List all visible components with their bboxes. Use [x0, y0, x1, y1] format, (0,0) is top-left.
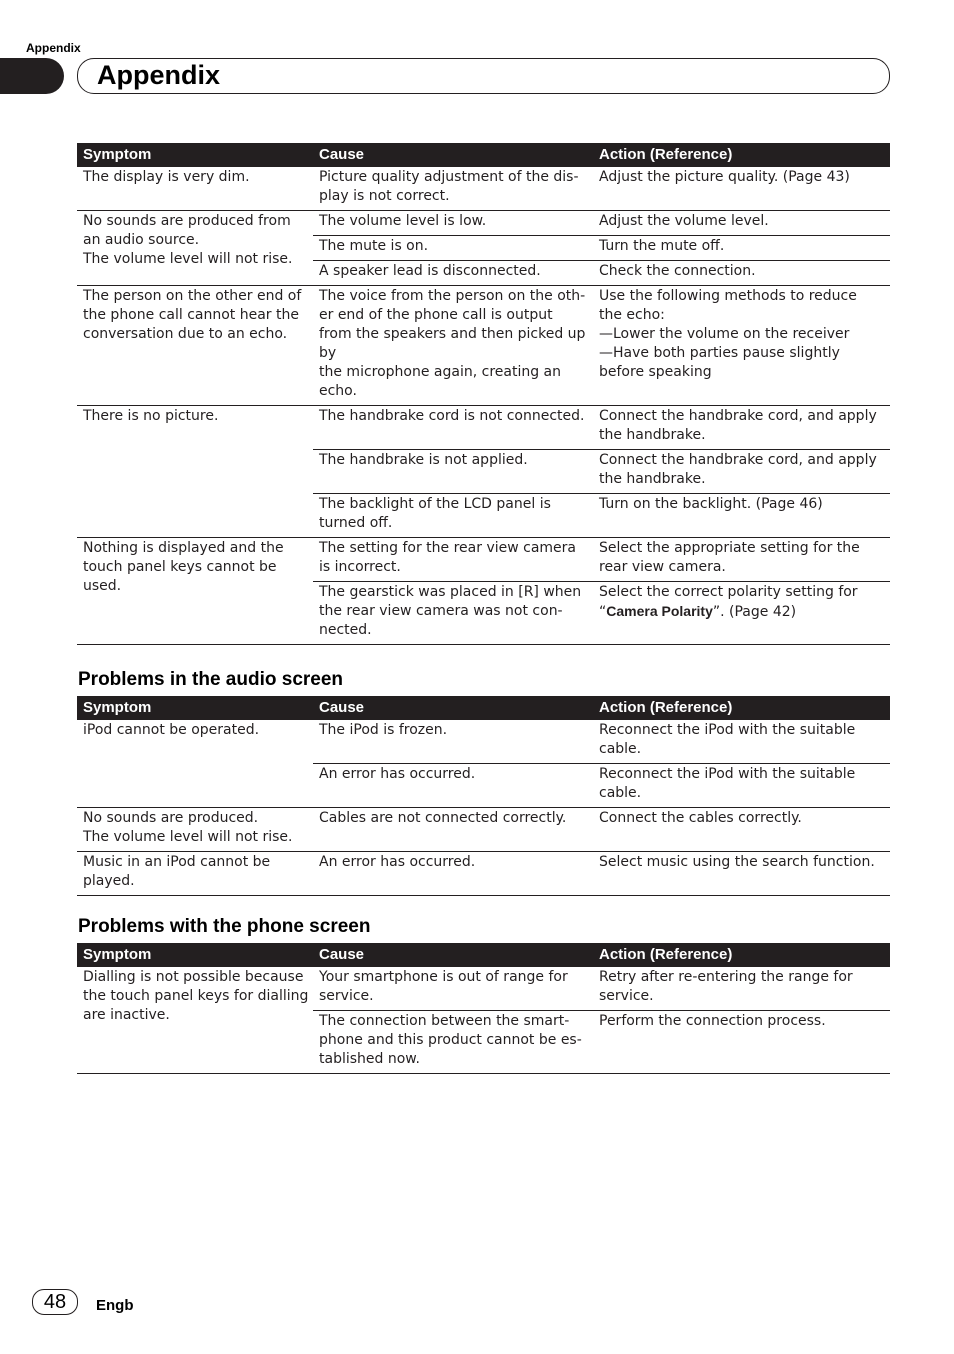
- column-header-action: Action (Reference): [593, 696, 890, 720]
- cause-cell: An error has occurred.: [313, 764, 593, 808]
- cause-cell: The setting for the rear view camera is incorrect.: [313, 538, 593, 582]
- table-row: [77, 720, 890, 764]
- camera-polarity-setting-name: Camera Polarity: [606, 603, 713, 619]
- cause-cell: Cables are not connected correctly.: [313, 808, 593, 852]
- cause-cell: An error has occurred.: [313, 852, 593, 896]
- cause-cell: Picture quality adjustment of the dis- play is not correct.: [313, 167, 593, 211]
- symptom-cell: No sounds are produced from an audio source. The volume level will not rise.: [77, 211, 313, 286]
- action-cell: [593, 582, 890, 645]
- page-number: 48: [32, 1289, 78, 1315]
- section-heading-audio: Problems in the audio screen: [78, 669, 344, 690]
- table-header-row: [77, 943, 890, 967]
- action-cell: Reconnect the iPod with the suitable cable.: [593, 720, 890, 764]
- action-cell: Adjust the volume level.: [593, 211, 890, 236]
- table-row: [77, 538, 890, 582]
- cause-cell: The iPod is frozen.: [313, 720, 593, 764]
- symptom-cell: Dialling is not possible because the touch panel keys for dialling are inactive.: [77, 967, 313, 1074]
- column-header-cause: Cause: [313, 943, 593, 967]
- column-header-cause: Cause: [313, 696, 593, 720]
- symptom-cell: No sounds are produced. The volume level will not rise.: [77, 808, 313, 852]
- cause-cell: The voice from the person on the oth- er end of the phone call is output from the speakers and then picked up by the microphone again, creating an echo.: [313, 286, 593, 406]
- language-code: Engb: [96, 1297, 134, 1314]
- cause-cell: The connection between the smart- phone and this product cannot be es- tablished now.: [313, 1011, 593, 1074]
- column-header-cause: Cause: [313, 143, 593, 167]
- table-row: [77, 406, 890, 450]
- troubleshooting-table-phone: [77, 943, 890, 1074]
- cause-cell: The handbrake is not applied.: [313, 450, 593, 494]
- action-cell: Retry after re-entering the range for service.: [593, 967, 890, 1011]
- cause-cell: The backlight of the LCD panel is turned off.: [313, 494, 593, 538]
- table-header-row: [77, 696, 890, 720]
- symptom-cell: There is no picture.: [77, 406, 313, 538]
- section-tab-marker: [0, 58, 64, 94]
- action-text: Select the correct polarity setting for “: [599, 584, 858, 620]
- running-head: Appendix: [26, 41, 81, 55]
- action-cell: Check the connection.: [593, 261, 890, 286]
- cause-cell: The volume level is low.: [313, 211, 593, 236]
- table-row: [77, 852, 890, 896]
- cause-cell: The mute is on.: [313, 236, 593, 261]
- table-row: [77, 167, 890, 211]
- cause-cell: The gearstick was placed in [R] when the rear view camera was not con- nected.: [313, 582, 593, 645]
- page-title-box: [77, 58, 890, 94]
- troubleshooting-table-audio: [77, 696, 890, 896]
- symptom-cell: Music in an iPod cannot be played.: [77, 852, 313, 896]
- section-heading-phone: Problems with the phone screen: [78, 916, 371, 937]
- cause-cell: The handbrake cord is not connected.: [313, 406, 593, 450]
- action-cell: Select the appropriate setting for the rear view camera.: [593, 538, 890, 582]
- symptom-cell: The person on the other end of the phone call cannot hear the conversation due to an echo.: [77, 286, 313, 406]
- cause-cell: Your smartphone is out of range for service.: [313, 967, 593, 1011]
- action-cell: Perform the connection process.: [593, 1011, 890, 1074]
- symptom-cell: Nothing is displayed and the touch panel keys cannot be used.: [77, 538, 313, 645]
- column-header-symptom: Symptom: [77, 943, 313, 967]
- action-cell: Turn on the backlight. (Page 46): [593, 494, 890, 538]
- action-cell: Connect the cables correctly.: [593, 808, 890, 852]
- action-cell: Use the following methods to reduce the echo: —Lower the volume on the receiver —Have both parties pause slightly before speaking: [593, 286, 890, 406]
- table-header-row: [77, 143, 890, 167]
- page-title: Appendix: [97, 60, 221, 90]
- table-row: [77, 211, 890, 236]
- action-cell: Turn the mute off.: [593, 236, 890, 261]
- table-row: [77, 808, 890, 852]
- action-cell: Adjust the picture quality. (Page 43): [593, 167, 890, 211]
- table-row: [77, 967, 890, 1011]
- column-header-symptom: Symptom: [77, 696, 313, 720]
- cause-cell: A speaker lead is disconnected.: [313, 261, 593, 286]
- column-header-action: Action (Reference): [593, 143, 890, 167]
- table-row: [77, 286, 890, 406]
- symptom-cell: The display is very dim.: [77, 167, 313, 211]
- action-text: ”. (Page 42): [712, 604, 797, 620]
- troubleshooting-table-general: [77, 143, 890, 645]
- action-cell: Connect the handbrake cord, and apply the handbrake.: [593, 450, 890, 494]
- action-cell: Reconnect the iPod with the suitable cable.: [593, 764, 890, 808]
- symptom-cell: iPod cannot be operated.: [77, 720, 313, 808]
- column-header-action: Action (Reference): [593, 943, 890, 967]
- action-cell: Select music using the search function.: [593, 852, 890, 896]
- action-cell: Connect the handbrake cord, and apply the handbrake.: [593, 406, 890, 450]
- column-header-symptom: Symptom: [77, 143, 313, 167]
